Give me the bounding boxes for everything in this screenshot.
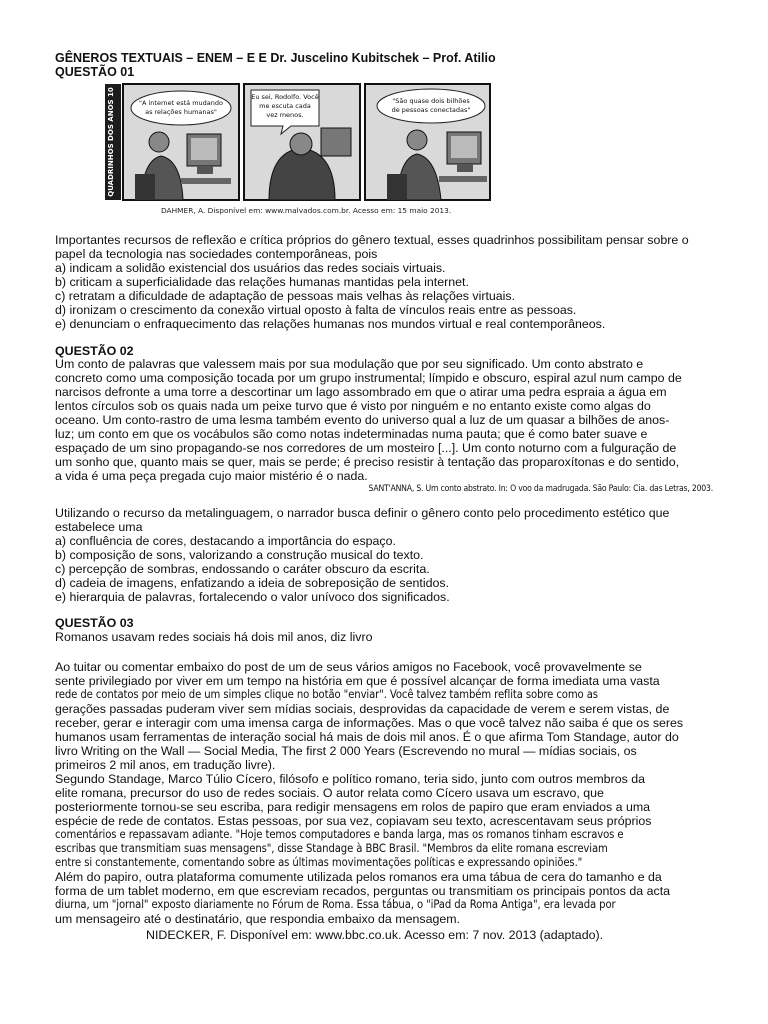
passage-line: Além do papiro, outra plataforma comumente utilizada pelos romanos era uma tábua de cera do tamanho e da: [55, 870, 662, 884]
comic-side-label: QUADRINHOS DOS ANOS 10: [107, 87, 115, 197]
answer-option: a) confluência de cores, destacando a importância do espaço.: [55, 534, 396, 548]
passage-line: oceano. Um conto-rastro de uma lesma também evento do universo qual a luz de um quasar a bilhões de anos-: [55, 413, 670, 427]
question-3-passage: [55, 660, 715, 926]
svg-text:vez menos.: vez menos.: [266, 111, 304, 119]
passage-line: livro Writing on the Wall — Social Media, The first 2 000 Years (Escrevendo no mural — mídias sociais, os: [55, 744, 637, 758]
passage-line: Um conto de palavras que valessem mais por sua modulação que por seu significado. Um conto abstrato e: [55, 357, 644, 371]
passage-line: um mensageiro até o destinatário, que respondia embaixo da mensagem.: [55, 912, 461, 926]
passage-line: espécie de rede de contatos. Estas pessoas, por sua vez, copiavam seu texto, acrescentavam seus próprios: [55, 814, 652, 828]
question-3-label: QUESTÃO 03: [55, 616, 134, 630]
answer-option: c) retratam a dificuldade de adaptação de pessoas mais velhas às relações virtuais.: [55, 289, 516, 303]
svg-text:Eu sei, Rodolfo. Você: Eu sei, Rodolfo. Você: [251, 93, 319, 101]
page-title: GÊNEROS TEXTUAIS – ENEM – E E Dr. Juscelino Kubitschek – Prof. Atilio: [55, 51, 496, 65]
question-2-body: [55, 506, 715, 604]
passage-line: diurna, um "jornal" exposto diariamente no Fórum de Roma. Essa tábua, o "iPad da Roma Antiga", era levada por: [55, 898, 616, 911]
question-stem-line: Utilizando o recurso da metalinguagem, o narrador busca definir o gênero conto pelo procedimento estético que: [55, 506, 670, 520]
passage-line: humanos usam ferramentas de interação social há mais de dois mil anos. É o que afirma Tom Standage, autor do: [55, 730, 679, 744]
passage-line: receber, gerar e interagir com uma imensa carga de informações. Mas o que você talvez não saiba é que os seres: [55, 716, 684, 730]
passage-line: concreto como uma composição tocada por um grupo instrumental; límpido e obscuro, espiral azul num campo de: [55, 371, 682, 385]
comic-strip: [101, 82, 494, 217]
question-stem-line: estabelece uma: [55, 520, 143, 534]
answer-option: e) denunciam o enfraquecimento das relações humanas nos mundos virtual e real contemporâneos.: [55, 317, 606, 331]
svg-text:de pessoas conectadas": de pessoas conectadas": [391, 106, 471, 114]
question-2-passage: [55, 357, 715, 483]
question-3-citation: NIDECKER, F. Disponível em: www.bbc.co.uk. Acesso em: 7 nov. 2013 (adaptado).: [146, 928, 604, 942]
svg-text:me escuta cada: me escuta cada: [259, 102, 311, 110]
answer-option: a) indicam a solidão existencial dos usuários das redes sociais virtuais.: [55, 261, 446, 275]
answer-option: c) percepção de sombras, endossando o caráter obscuro da escrita.: [55, 562, 430, 576]
passage-line: luz; um conto em que os vocábulos são como notas indeterminadas numa pauta; que é como bater suave e: [55, 427, 648, 441]
svg-text:as relações humanas": as relações humanas": [145, 108, 217, 116]
passage-line: sente privilegiado por viver em um tempo na história em que é possível alcançar de forma imediata uma vasta: [55, 674, 660, 688]
svg-text:"São quase dois bilhões: "São quase dois bilhões: [392, 97, 470, 105]
question-2-citation: SANT'ANNA, S. Um conto abstrato. In: O voo da madrugada. São Paulo: Cia. das Letras, 2003.: [368, 484, 713, 494]
comic-credit: DAHMER, A. Disponível em: www.malvados.com.br. Acesso em: 15 maio 2013.: [161, 206, 452, 215]
question-2-label: QUESTÃO 02: [55, 344, 134, 358]
comic-panel-3: [365, 84, 490, 200]
question-3-subtitle: Romanos usavam redes sociais há dois mil anos, diz livro: [55, 630, 373, 644]
passage-line: rede de contatos por meio de um simples clique no botão "enviar". Você talvez também reflita sobre como as: [55, 688, 598, 701]
passage-line: espaçado de um sino propagando-se nos corredores de um mosteiro [...]. Um conto noturno com a fulguração de: [55, 441, 677, 455]
comic-panel-2: [244, 84, 360, 200]
question-1-body: [55, 233, 715, 331]
passage-line: escribas que transmitiam suas mensagens", disse Standage à BBC Brasil. "Membros da elite romana escreviam: [55, 842, 608, 855]
passage-line: posteriormente tornou-se seu escriba, para redigir mensagens em rolos de papiro que eram enviados a uma: [55, 800, 651, 814]
passage-line: forma de um tablet moderno, em que escreviam recados, perguntas ou transmitiam os principais pontos da acta: [55, 884, 671, 898]
question-stem-line: papel da tecnologia nas sociedades contemporâneas, pois: [55, 247, 378, 261]
passage-line: a vida é uma peça pregada cujo maior mistério é o nada.: [55, 469, 368, 483]
passage-line: narcisos defronte a uma torre a descortinar um lago assombrado em que o atirar uma pedra espraia a água em: [55, 385, 667, 399]
passage-line: entre si constantemente, comentando sobre as últimas movimentações políticas e expressando opiniões.": [55, 856, 583, 869]
question-1-label: QUESTÃO 01: [55, 65, 135, 79]
question-stem-line: Importantes recursos de reflexão e crítica próprios do gênero textual, esses quadrinhos possibilitam pensar sobre o: [55, 233, 689, 247]
passage-line: um sonho que, quanto mais se quer, mais se perde; é preciso resistir à tentação das proparoxítonas e do sentido,: [55, 455, 680, 469]
passage-line: elite romana, precursor do uso de redes sociais. O autor relata como Cícero usava um escravo, que: [55, 786, 604, 800]
answer-option: e) hierarquia de palavras, fortalecendo o valor unívoco dos significados.: [55, 590, 450, 604]
comic-panel-1: [123, 84, 239, 200]
answer-option: d) cadeia de imagens, enfatizando a ideia de sobreposição de sentidos.: [55, 576, 450, 590]
passage-line: gerações passadas puderam viver sem mídias sociais, desprovidas da capacidade de verem e serem vistas, de: [55, 702, 670, 716]
answer-option: d) ironizam o crescimento da conexão virtual oposto à falta de vínculos reais entre as pessoas.: [55, 303, 577, 317]
answer-option: b) composição de sons, valorizando a construção musical do texto.: [55, 548, 424, 562]
passage-line: lentos círculos sob os quais nada um peixe turvo que é visto por ninguém e no entanto existe como algas do: [55, 399, 651, 413]
passage-line: Ao tuitar ou comentar embaixo do post de um de seus vários amigos no Facebook, você provavelmente se: [55, 660, 642, 674]
passage-line: comentários e repassavam adiante. "Hoje temos computadores e banda larga, mas os romanos tinham escravos e: [55, 828, 624, 841]
passage-line: Segundo Standage, Marco Túlio Cícero, filósofo e político romano, teria sido, junto com outros membros da: [55, 772, 646, 786]
svg-text:"A internet está mudando: "A internet está mudando: [138, 99, 224, 107]
passage-line: primeiros 2 mil anos, em tradução livre).: [55, 758, 276, 772]
answer-option: b) criticam a superficialidade das relações humanas mantidas pela internet.: [55, 275, 469, 289]
